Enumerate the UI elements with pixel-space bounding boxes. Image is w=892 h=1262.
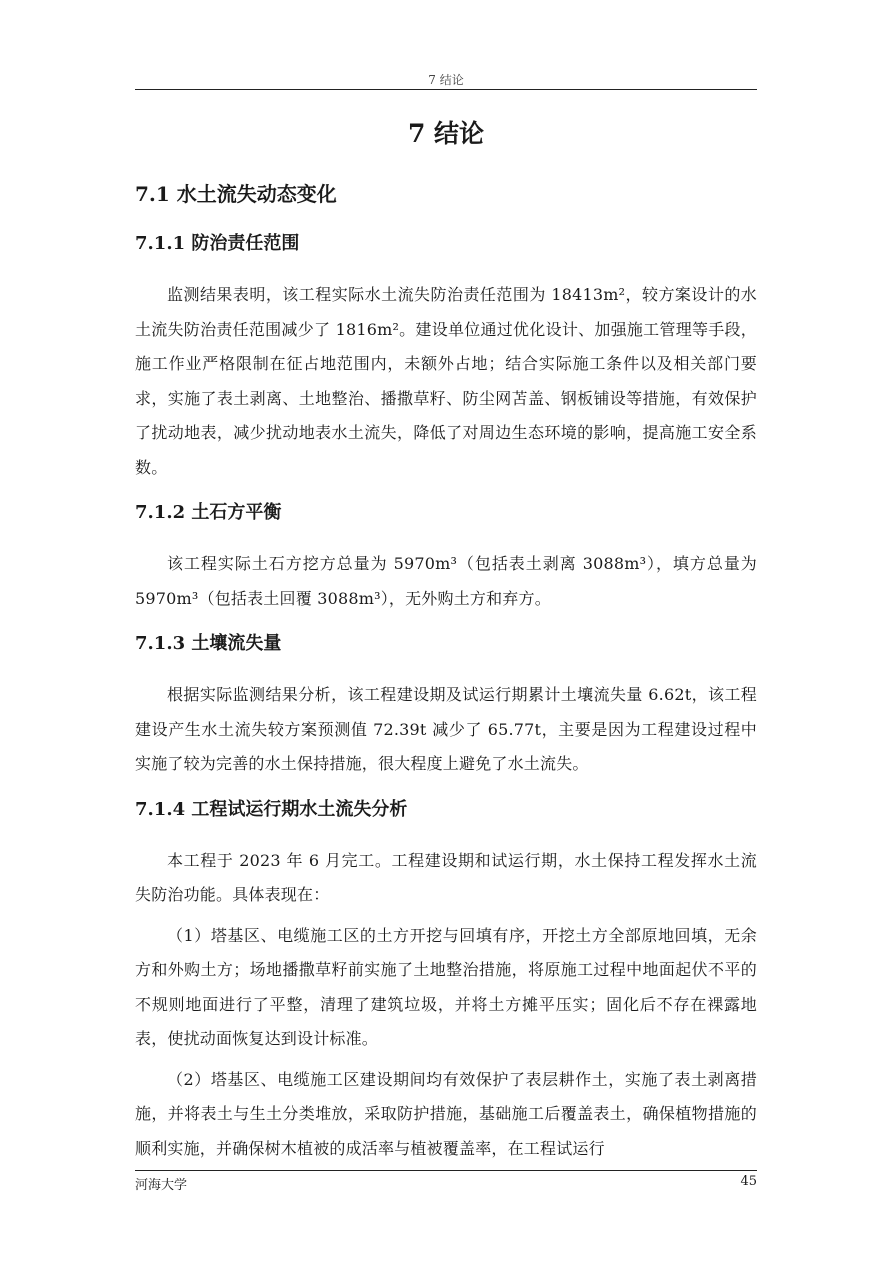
- paragraph-soil-loss: 根据实际监测结果分析，该工程建设期及试运行期累计土壤流失量 6.62t，该工程建设产生水土流失较方案预测值 72.39t 减少了 65.77t，主要是因为工程建设过程中实施了较为完善的水土保持措施，很大程度上避免了水土流失。: [135, 685, 757, 773]
- paragraph-trial-operation-intro: 本工程于 2023 年 6 月完工。工程建设期和试运行期，水土保持工程发挥水土流失防治功能。具体表现在：: [135, 850, 757, 904]
- section-heading-7-1-4: 7.1.4 工程试运行期水土流失分析: [135, 798, 408, 820]
- section-heading-7-1: 7.1 水土流失动态变化: [135, 182, 337, 206]
- section-heading-7-1-2: 7.1.2 土石方平衡: [135, 502, 282, 523]
- paragraph-earthwork-balance: 该工程实际土石方挖方总量为 5970m³（包括表土剥离 3088m³），填方总量为 5970m³（包括表土回覆 3088m³），无外购土方和弃方。: [135, 554, 757, 608]
- running-header: 7 结论: [428, 73, 464, 87]
- footer-divider: [135, 1170, 757, 1171]
- page-body: [135, 172, 757, 1166]
- section-heading-7-1-1: 7.1.1 防治责任范围: [135, 233, 300, 254]
- footer-institution: 河海大学: [135, 1178, 188, 1193]
- paragraph-trial-operation-item-1: （1）塔基区、电缆施工区的土方开挖与回填有序，开挖土方全部原地回填，无余方和外购土方；场地播撒草籽前实施了土地整治措施，将原施工过程中地面起伏不平的不规则地面进行了平整，清理了建筑垃圾，并将土方摊平压实；固化后不存在裸露地表，使扰动面恢复达到设计标准。: [135, 925, 757, 1048]
- paragraph-trial-operation-item-2: （2）塔基区、电缆施工区建设期间均有效保护了表层耕作土，实施了表土剥离措施，并将表土与生土分类堆放，采取防护措施，基础施工后覆盖表土，确保植物措施的顺利实施，并确保树木植被的成活率与植被覆盖率，在工程试运行: [135, 1069, 757, 1158]
- page-number: 45: [740, 1174, 757, 1189]
- section-heading-7-1-3: 7.1.3 土壤流失量: [135, 633, 282, 654]
- chapter-title: 7 结论: [407, 119, 485, 148]
- header-divider: [135, 89, 757, 90]
- paragraph-responsibility-scope: 监测结果表明，该工程实际水土流失防治责任范围为 18413m²，较方案设计的水土流失防治责任范围减少了 1816m²。建设单位通过优化设计、加强施工管理等手段，施工作业严格限制在征占地范围内，未额外占地；结合实际施工条件以及相关部门要求，实施了表土剥离、土地整治、播撒草籽、防尘网苫盖、钢板铺设等措施，有效保护了扰动地表，减少扰动地表水土流失，降低了对周边生态环境的影响，提高施工安全系数。: [135, 285, 757, 477]
